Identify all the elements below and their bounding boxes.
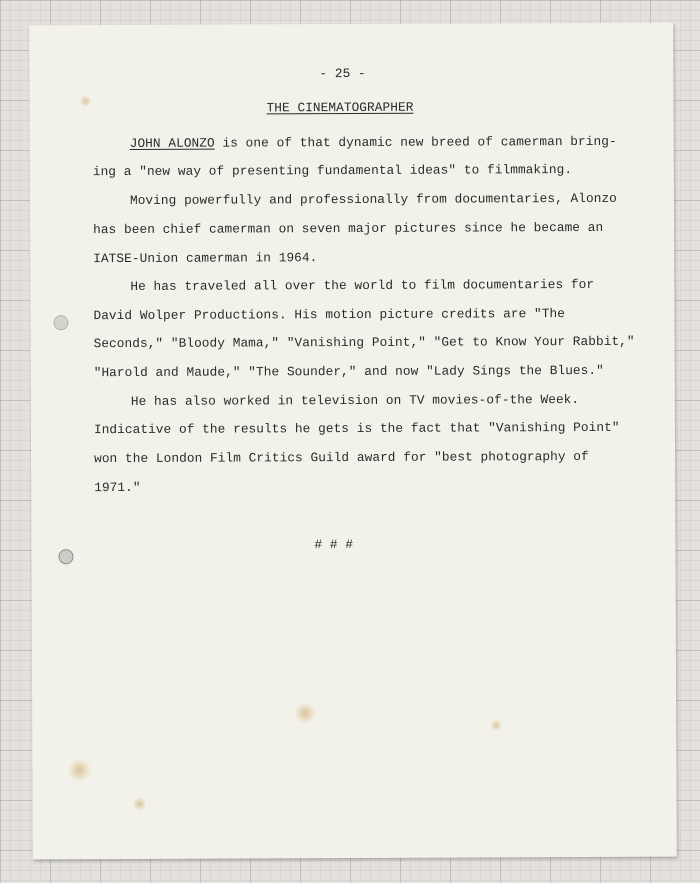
document-page: [29, 23, 677, 860]
text-line: has been chief camerman on seven major pictures since he became an: [93, 219, 604, 238]
punch-hole: [58, 549, 73, 564]
punch-hole: [53, 315, 68, 330]
paper-stain: [490, 719, 502, 731]
text-line: ing a "new way of presenting fundamental ideas" to filmmaking.: [92, 162, 573, 180]
text-line: David Wolper Productions. His motion picture credits are "The: [93, 306, 565, 324]
paper-stain: [66, 759, 92, 781]
end-mark: # # #: [314, 537, 354, 553]
page-number: - 25 -: [319, 65, 366, 82]
paper-stain: [133, 797, 147, 811]
text-line: Indicative of the results he gets is the fact that "Vanishing Point": [93, 419, 620, 438]
text-line: He has also worked in television on TV movies-of-the Week.: [130, 392, 580, 409]
text-line: [130, 133, 617, 152]
page-heading: THE CINEMATOGRAPHER: [266, 99, 414, 116]
text-line: won the London Film Critics Guild award for "best photography of: [94, 448, 589, 467]
text-line: He has traveled all over the world to film documentaries for: [130, 276, 595, 294]
text-line: "Harold and Maude," "The Sounder," and now "Lady Sings the Blues.": [93, 362, 604, 381]
text-line: 1971.": [94, 479, 141, 496]
text-line: Seconds," "Bloody Mama," "Vanishing Point," "Get to Know Your Rabbit,": [93, 333, 635, 352]
paper-stain: [79, 95, 91, 107]
text-line-rest: is one of that dynamic new breed of camerman bring-: [214, 133, 617, 151]
text-line: IATSE-Union camerman in 1964.: [93, 250, 318, 267]
subject-name: JOHN ALONZO: [129, 135, 215, 151]
text-line: Moving powerfully and professionally from documentaries, Alonzo: [129, 190, 617, 208]
paper-stain: [294, 702, 316, 724]
